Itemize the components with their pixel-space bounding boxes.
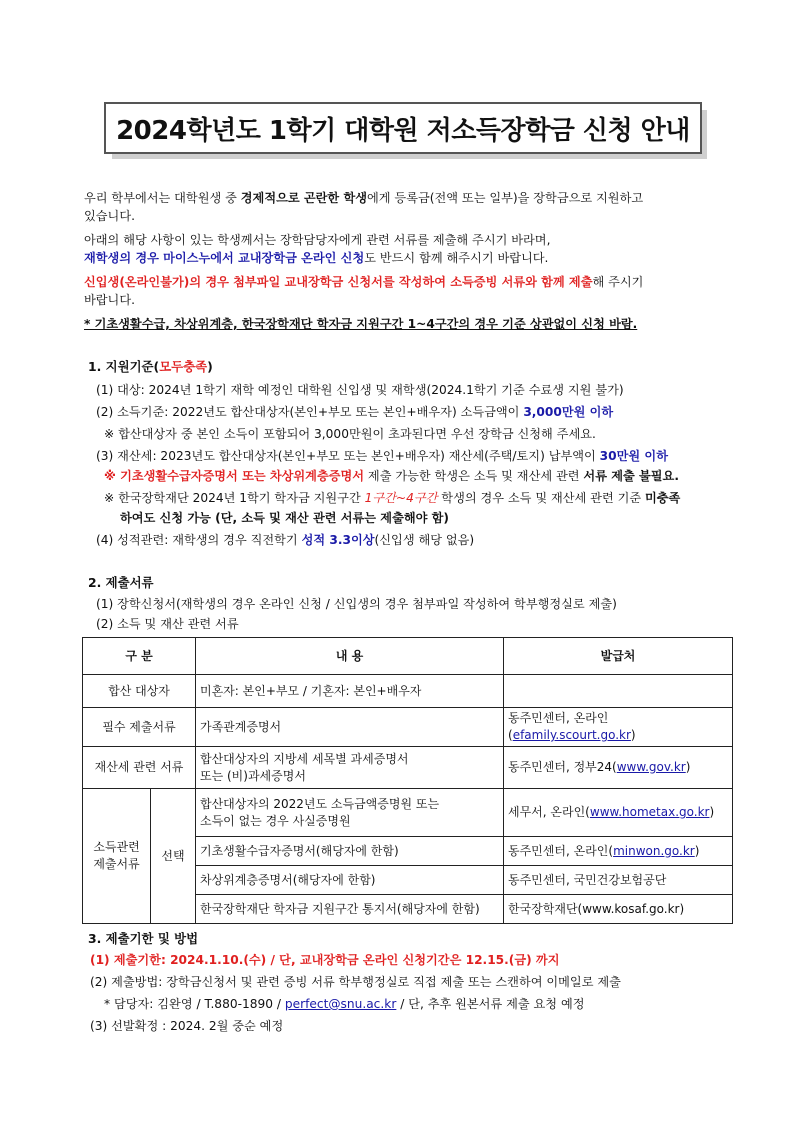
row-issuer <box>504 708 733 747</box>
table-row <box>83 708 733 747</box>
table-row <box>83 675 733 708</box>
note-emphasis: 1구간~4구간 <box>364 491 438 505</box>
contact-note <box>104 995 585 1012</box>
criteria-text: (3) 재산세: 2023년도 합산대상자(본인+부모 또는 본인+배우자) 재산세(주택/토지) 납부액이 <box>96 449 600 463</box>
row-issuer <box>504 747 733 789</box>
issuer-text: ) <box>685 760 691 774</box>
documents-table <box>82 637 733 924</box>
table-row <box>83 747 733 789</box>
online-apply-notice: 재학생의 경우 마이스누에서 교내장학금 온라인 신청 <box>84 251 365 265</box>
criteria-property-tax <box>96 447 668 464</box>
selection-date: (3) 선발확정 : 2024. 2월 중순 예정 <box>90 1019 284 1033</box>
intro-line-1 <box>84 189 643 207</box>
documents-item-1: (1) 장학신청서(재학생의 경우 온라인 신청 / 신입생의 경우 첨부파일 작성하여 학부행정실로 제출) <box>96 597 617 611</box>
select-label: 선택 <box>151 789 196 924</box>
issuer-link[interactable]: www.gov.kr <box>616 760 686 774</box>
freshman-notice: 신입생(온라인불가)의 경우 첨부파일 교내장학금 신청서를 작성하여 소득증빙 서류와 함께 제출 <box>84 275 593 289</box>
header-issuer: 발급처 <box>504 638 733 675</box>
row-issuer: 한국장학재단(www.kosaf.go.kr) <box>504 895 733 924</box>
submit-method: (2) 제출방법: 장학금신청서 및 관련 증빙 서류 학부행정실로 직접 제출 또는 스캔하여 이메일로 제출 <box>90 975 621 989</box>
criteria-note-2 <box>104 489 680 506</box>
intro-line-5 <box>84 273 643 291</box>
criteria-note-3: 하여도 신청 가능 (단, 소득 및 재산 관련 서류는 제출해야 함) <box>120 511 449 525</box>
income-category <box>83 789 151 924</box>
row-content: 미혼자: 본인+부모 / 기혼자: 본인+배우자 <box>196 675 504 708</box>
heading-emphasis: 모두충족 <box>159 359 208 374</box>
note-emphasis: ※ 기초생활수급자증명서 또는 차상위계층증명서 <box>104 469 365 483</box>
content-line: 합산대상자의 2022년도 소득금액증명원 또는 <box>200 796 440 811</box>
category-line: 제출서류 <box>93 857 140 871</box>
content-line: 합산대상자의 지방세 세목별 과세증명서 <box>200 751 409 766</box>
criteria-text: (4) 성적관련: 재학생의 경우 직전학기 <box>96 533 302 547</box>
note-text: 제출 가능한 학생은 소득 및 재산세 관련 <box>364 469 584 483</box>
table-row <box>83 789 733 837</box>
page-title: 2024학년도 1학기 대학원 저소득장학금 신청 안내 <box>116 115 690 146</box>
issuer-link[interactable]: efamily.scourt.go.kr <box>512 728 631 742</box>
intro-note: * 기초생활수급, 차상위계층, 한국장학재단 학자금 지원구간 1~4구간의 경우 기준 상관없이 신청 바람. <box>84 317 638 331</box>
documents-item-2: (2) 소득 및 재산 관련 서류 <box>96 617 239 631</box>
contact-text: / 단, 추후 원본서류 제출 요청 예정 <box>396 997 585 1011</box>
criteria-income-note: ※ 합산대상자 중 본인 소득이 포함되어 3,000만원이 초과된다면 우선 장학금 신청해 주세요. <box>104 427 596 441</box>
note-emphasis: 미충족 <box>645 491 681 505</box>
intro-text: 해 주시기 <box>592 275 644 289</box>
note-text: ※ 한국장학재단 2024년 1학기 학자금 지원구간 <box>104 491 365 505</box>
issuer-text: 동주민센터, 정부24( <box>508 760 617 774</box>
section-3-heading: 3. 제출기한 및 방법 <box>88 931 199 946</box>
category-line: 소득관련 <box>93 840 140 854</box>
email-link[interactable]: perfect@snu.ac.kr <box>284 997 397 1011</box>
grade-limit: 성적 3.3이상 <box>301 533 375 547</box>
row-content: 한국장학재단 학자금 지원구간 통지서(해당자에 한함) <box>196 895 504 924</box>
intro-line-2: 있습니다. <box>84 209 135 223</box>
issuer-text: ) <box>630 728 636 742</box>
title-box <box>104 102 702 154</box>
issuer-text: 동주민센터, 온라인( <box>508 843 614 858</box>
content-line: 또는 (비)과세증명서 <box>200 768 306 783</box>
income-limit: 3,000만원 이하 <box>523 405 614 419</box>
intro-line-3: 아래의 해당 사항이 있는 학생께서는 장학담당자에게 관련 서류를 제출해 주시기 바라며, <box>84 233 551 247</box>
criteria-text: (2) 소득기준: 2022년도 합산대상자(본인+부모 또는 본인+배우자) 소득금액이 <box>96 405 524 419</box>
section-1-heading <box>88 357 213 375</box>
issuer-text: ) <box>694 843 700 858</box>
note-text: 학생의 경우 소득 및 재산세 관련 기준 <box>437 491 646 505</box>
row-content: 차상위계층증명서(해당자에 한함) <box>196 866 504 895</box>
row-content <box>196 747 504 789</box>
note-emphasis: 서류 제출 불필요. <box>583 469 679 483</box>
heading-text: ) <box>207 359 213 374</box>
section-2-heading: 2. 제출서류 <box>88 575 154 590</box>
row-category: 합산 대상자 <box>83 675 196 708</box>
issuer-link[interactable]: minwon.go.kr <box>613 843 695 858</box>
row-content: 가족관계증명서 <box>196 708 504 747</box>
property-tax-limit: 30만원 이하 <box>599 449 668 463</box>
row-category: 재산세 관련 서류 <box>83 747 196 789</box>
intro-line-4 <box>84 249 548 267</box>
issuer-link[interactable]: www.hometax.go.kr <box>589 805 710 819</box>
row-content <box>196 789 504 837</box>
header-content: 내 용 <box>196 638 504 675</box>
row-issuer: 동주민센터, 국민건강보험공단 <box>504 866 733 895</box>
row-issuer <box>504 837 733 866</box>
intro-text: 우리 학부에서는 대학원생 중 <box>84 191 241 205</box>
intro-emphasis: 경제적으로 곤란한 학생 <box>240 191 367 205</box>
issuer-text: 세무서, 온라인( <box>508 805 590 819</box>
intro-text: 에게 등록금(전액 또는 일부)을 장학금으로 지원하고 <box>367 191 644 205</box>
row-issuer <box>504 675 733 708</box>
row-category: 필수 제출서류 <box>83 708 196 747</box>
table-header-row <box>83 638 733 675</box>
header-category: 구 분 <box>83 638 196 675</box>
issuer-text: 동주민센터, 온라인( <box>508 711 609 742</box>
criteria-note-1 <box>104 467 679 484</box>
criteria-income <box>96 403 613 420</box>
intro-text: 도 반드시 함께 해주시기 바랍니다. <box>364 251 549 265</box>
criteria-grade <box>96 531 474 548</box>
criteria-text: (신입생 해당 없음) <box>374 533 475 547</box>
criteria-target: (1) 대상: 2024년 1학기 재학 예정인 대학원 신입생 및 재학생(2024.1학기 기준 수료생 지원 불가) <box>96 383 624 397</box>
issuer-text: ) <box>709 805 715 819</box>
intro-line-6: 바랍니다. <box>84 293 135 307</box>
content-line: 소득이 없는 경우 사실증명원 <box>200 813 351 828</box>
row-issuer <box>504 789 733 837</box>
heading-text: 1. 지원기준( <box>88 359 160 374</box>
contact-text: * 담당자: 김완영 / T.880-1890 / <box>104 997 285 1011</box>
row-content: 기초생활수급자증명서(해당자에 한함) <box>196 837 504 866</box>
deadline: (1) 제출기한: 2024.1.10.(수) / 단, 교내장학금 온라인 신청기간은 12.15.(금) 까지 <box>90 953 560 967</box>
